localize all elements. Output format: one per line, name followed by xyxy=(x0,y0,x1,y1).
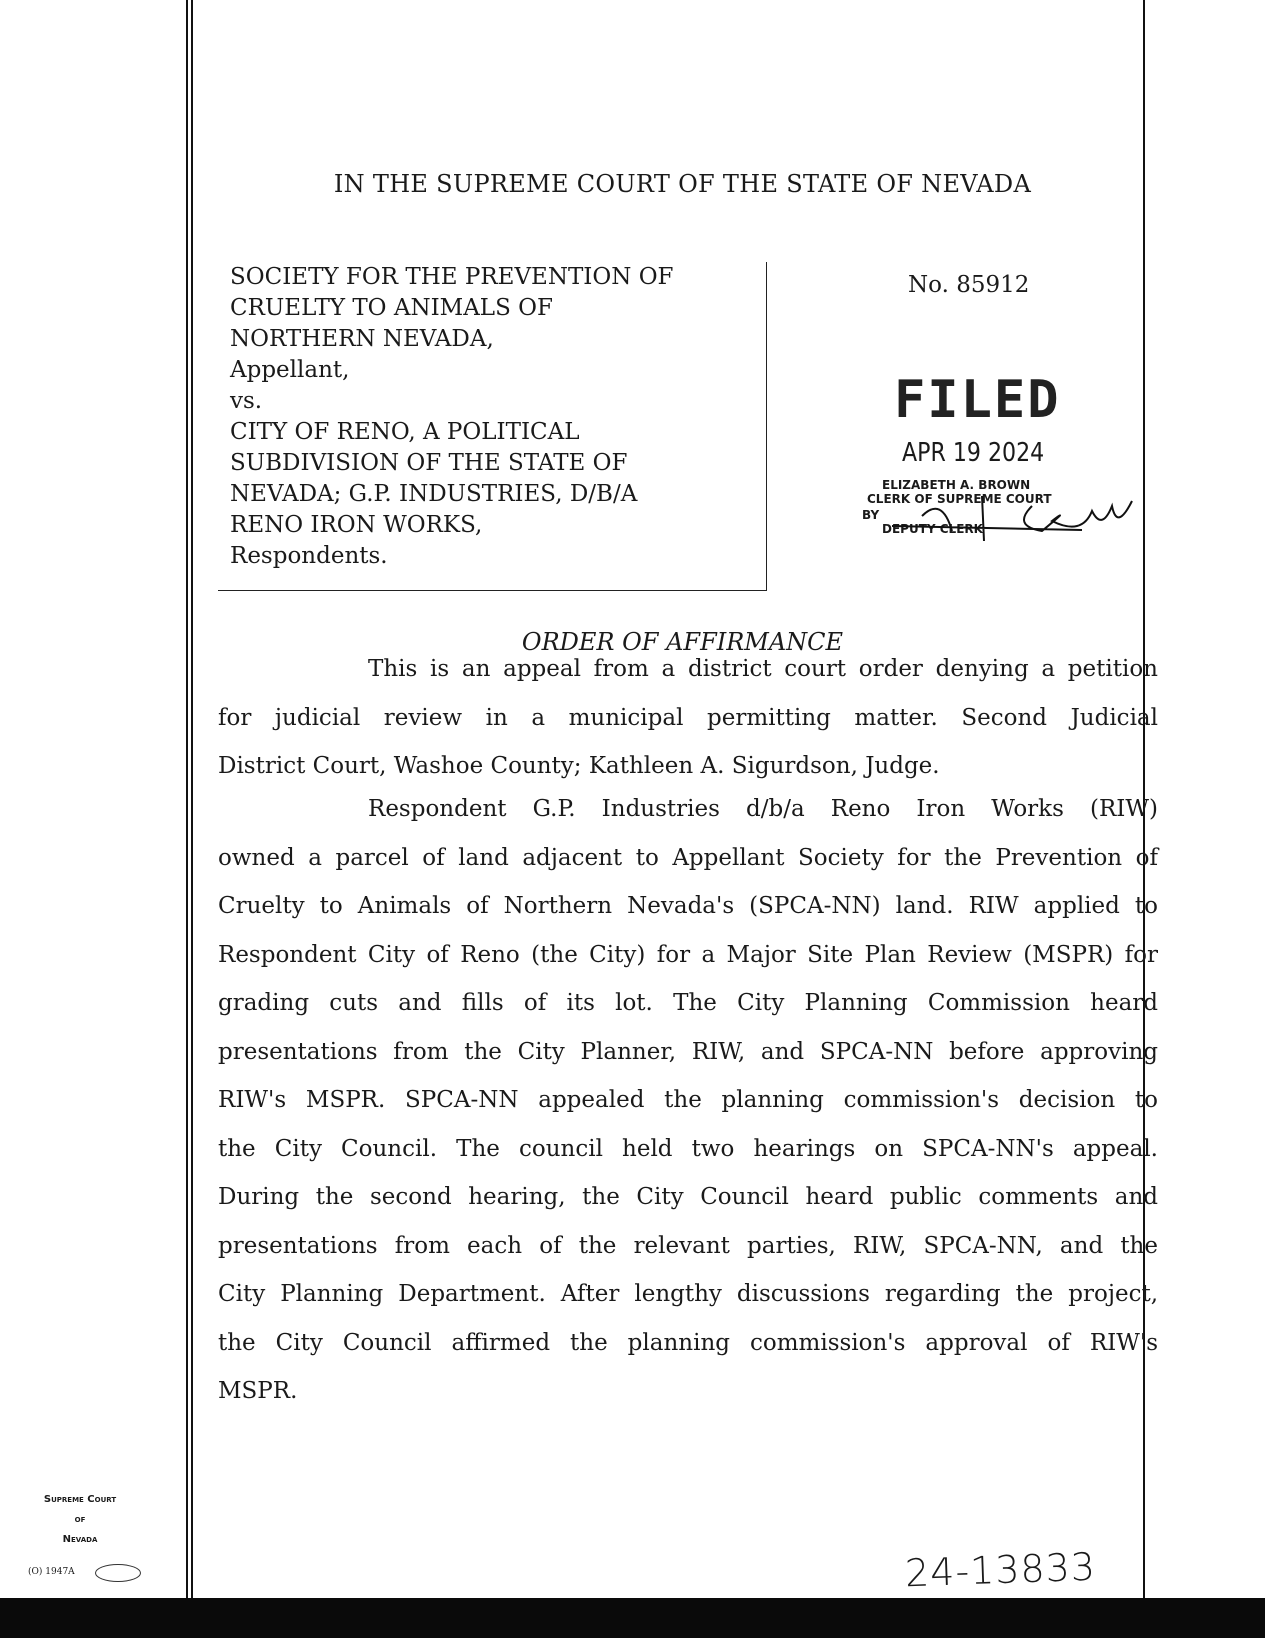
text-line: grading cuts and fills of its lot. The City Planning Commission heard xyxy=(218,990,1158,1016)
caption-line: NORTHERN NEVADA, xyxy=(230,326,494,352)
case-number: No. 85912 xyxy=(908,272,1030,298)
case-caption xyxy=(218,262,767,591)
clerk-block xyxy=(862,478,1142,536)
text-line: MSPR. xyxy=(218,1378,298,1404)
clerk-name: ELIZABETH A. BROWN xyxy=(882,478,1031,492)
footer-court-name xyxy=(20,1490,140,1550)
clerk-title: CLERK OF SUPREME COURT xyxy=(867,492,1052,506)
deputy-clerk-label: DEPUTY CLERK xyxy=(882,522,983,536)
paragraph-2 xyxy=(218,785,1158,1416)
text-line: Respondent City of Reno (the City) for a Major Site Plan Review (MSPR) for xyxy=(218,941,1158,968)
footer-court-line: Nevada xyxy=(62,1534,98,1545)
left-margin-rule-2 xyxy=(191,0,193,1638)
footer-court-line: of xyxy=(74,1514,86,1525)
text-line: presentations from each of the relevant parties, RIW, SPCA-NN, and the xyxy=(218,1232,1158,1259)
caption-line: NEVADA; G.P. INDUSTRIES, D/B/A xyxy=(230,481,638,507)
document-number: 24-13833 xyxy=(904,1544,1097,1596)
text-line: Cruelty to Animals of Northern Nevada's (SPCA-NN) land. RIW applied to xyxy=(218,893,1158,919)
caption-line: vs. xyxy=(230,388,263,414)
by-label: BY xyxy=(862,508,880,522)
caption-line: SOCIETY FOR THE PREVENTION OF xyxy=(230,264,674,290)
filed-label: FILED xyxy=(894,370,1061,430)
caption-line: RENO IRON WORKS, xyxy=(230,512,483,538)
court-title: IN THE SUPREME COURT OF THE STATE OF NEVADA xyxy=(333,170,1032,198)
text-line: the City Council affirmed the planning commission's approval of RIW's xyxy=(218,1329,1158,1356)
paragraph-1 xyxy=(218,645,1158,791)
union-seal-icon xyxy=(95,1564,141,1582)
filed-date: APR 19 2024 xyxy=(902,438,1045,468)
text-line: the City Council. The council held two hearings on SPCA-NN's appeal. xyxy=(218,1135,1158,1162)
form-number: (O) 1947A xyxy=(28,1567,75,1577)
caption-line: SUBDIVISION OF THE STATE OF xyxy=(230,450,628,476)
text-line: Respondent G.P. Industries d/b/a Reno Iron Works (RIW) xyxy=(368,796,1158,822)
caption-line: Respondents. xyxy=(230,543,388,569)
footer-court-line: Supreme Court xyxy=(43,1494,117,1505)
text-line: for judicial review in a municipal permitting matter. Second Judicial xyxy=(218,704,1158,731)
signature-icon xyxy=(882,486,1152,546)
caption-line: Appellant, xyxy=(230,357,350,383)
order-title: ORDER OF AFFIRMANCE xyxy=(521,628,844,656)
text-line: District Court, Washoe County; Kathleen A. Sigurdson, Judge. xyxy=(218,753,940,779)
text-line: City Planning Department. After lengthy discussions regarding the project, xyxy=(218,1281,1158,1307)
left-margin-rule xyxy=(186,0,188,1638)
scan-bottom-bar xyxy=(0,1598,1265,1638)
text-line: During the second hearing, the City Council heard public comments and xyxy=(218,1184,1158,1210)
caption-line: CITY OF RENO, A POLITICAL xyxy=(230,419,580,445)
text-line: This is an appeal from a district court order denying a petition xyxy=(368,656,1158,682)
text-line: owned a parcel of land adjacent to Appellant Society for the Prevention of xyxy=(218,844,1158,871)
text-line: presentations from the City Planner, RIW, and SPCA-NN before approving xyxy=(218,1038,1158,1065)
filed-stamp xyxy=(862,370,1142,536)
text-line: RIW's MSPR. SPCA-NN appealed the planning commission's decision to xyxy=(218,1087,1158,1113)
caption-line: CRUELTY TO ANIMALS OF xyxy=(230,295,553,321)
